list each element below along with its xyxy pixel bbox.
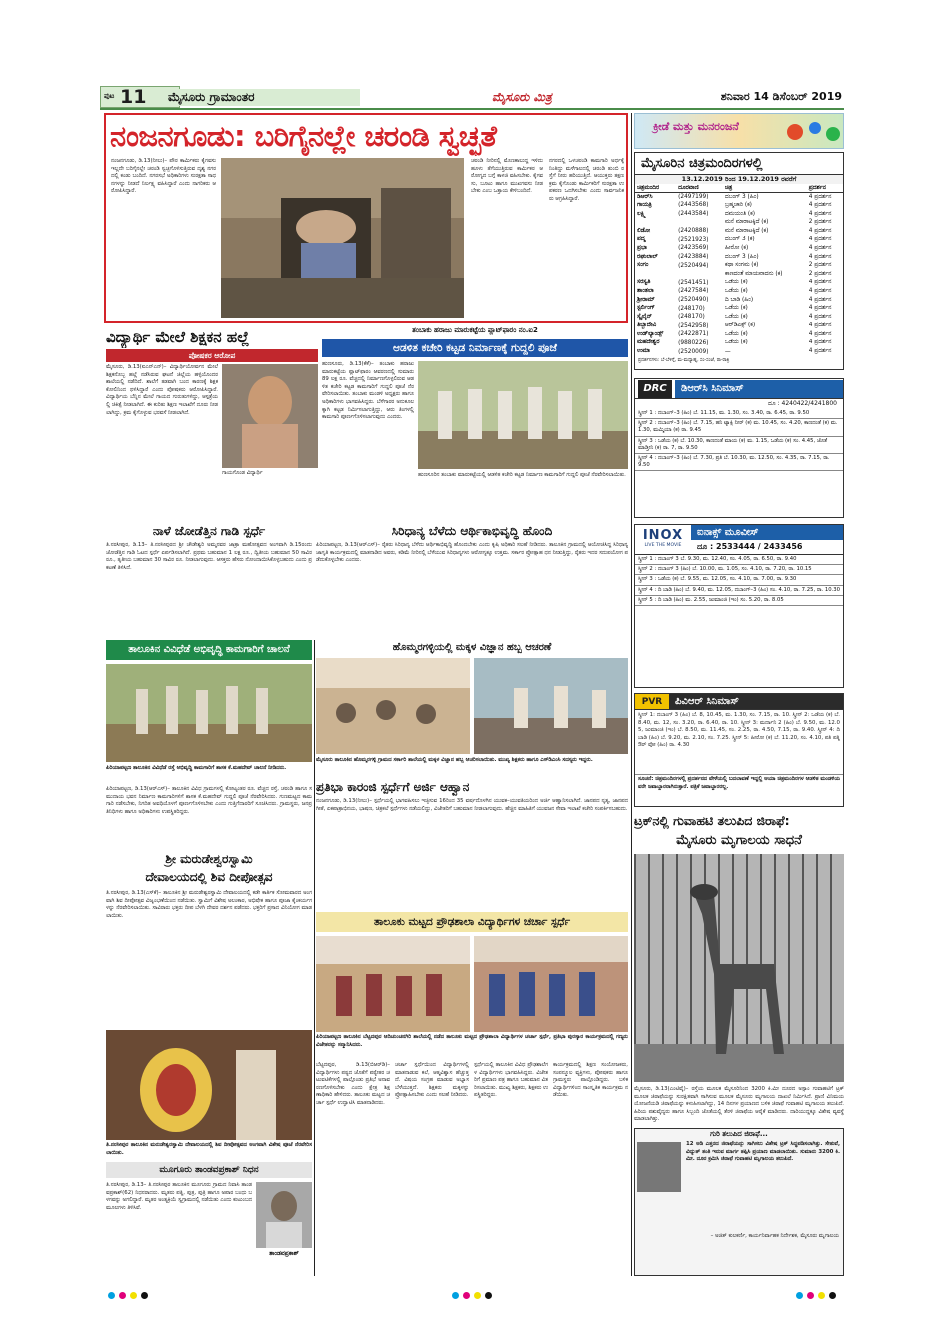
cinema-row	[635, 210, 843, 219]
cinema-cell: ಆರ್‌ಡಿಎಕ್ಸ್ (ಕ)	[724, 322, 756, 329]
inox-tagline: LIVE THE MOVIE	[644, 543, 682, 548]
cinema-row	[635, 261, 843, 270]
cinema-row	[635, 330, 843, 339]
office-photo	[418, 361, 628, 469]
office-headline: ಆಡಳಿತ ಕಚೇರಿ ಕಟ್ಟಡ ನಿರ್ಮಾಣಕ್ಕೆ ಗುದ್ದಲಿ ಪೂಜೆ	[322, 339, 628, 357]
debate-photo-2	[474, 936, 628, 1032]
cinema-cell: ಲಿಡೋ	[637, 227, 650, 234]
cinema-footnote: ಪ್ರದರ್ಶನಗಳು: ಬೆ-ಬೆಳಿಗ್ಗೆ, ಮ-ಮಧ್ಯಾಹ್ನ, ಸಂ-ಸಂಜೆ, ರಾ-ರಾತ್ರಿ	[638, 357, 730, 363]
col-rule-mid	[314, 640, 315, 1276]
cinema-row	[635, 313, 843, 322]
cinema-cell: 4 ಪ್ರದರ್ಶನ	[808, 287, 832, 294]
cinema-cell: ಲಕ್ಷ್ಮಿ	[637, 210, 646, 217]
inox-panel	[634, 524, 844, 688]
inox-screen-row: ಸ್ಕ್ರೀನ್ 2 : ದಬಾಂಗ್ 3 (ಹಿಂ) ಬೆ. 10.00, ಮ. 1.05, ಸಂ. 4.10, ರಾ. 7.20, ರಾ. 10.15	[635, 565, 843, 575]
sports-banner-label: ಕ್ರೀಡೆ ಮತ್ತು ಮನರಂಜನೆ	[653, 120, 739, 133]
punishment-tag: ಪೋಷಕರ ಆರೋಪ	[106, 349, 318, 362]
cinema-row	[635, 253, 843, 262]
page-number: 11	[120, 86, 147, 108]
shivotsava-headline-2: ದೇವಾಲಯದಲ್ಲಿ ಶಿವ ದೀಪೋತ್ಸವ	[145, 870, 273, 884]
cinema-cell: 4 ಪ್ರದರ್ಶನ	[808, 279, 832, 286]
cinema-row	[635, 347, 843, 356]
cinema-row	[635, 322, 843, 331]
cinema-row	[635, 270, 843, 279]
inox-screen-row: ಸ್ಕ್ರೀನ್ 4 : ದಿ ಬಾಡಿ (ಹಿಂ) ಬೆ. 9.40, ಮ. 12.05, ದಬಾಂಗ್–3 (ಹಿಂ) ಸಂ. 4.10, ರಾ. 7.25, ರಾ. 10.30	[635, 586, 843, 596]
cinema-cell: (2521923)	[678, 236, 709, 243]
cinema-cell: 4 ಪ್ರದರ್ಶನ	[808, 296, 832, 303]
lead-body-col1: ನಂಜನಗೂಡು, ಡಿ.13(ನೀಲು)– ಪೌರ ಕಾರ್ಮಿಕರು ಕೈಗವಸು ಇಲ್ಲದೇ ಬರಿಗೈನಲ್ಲೇ ಚರಂಡಿ ಸ್ವಚ್ಛಗೊಳಿಸುತ್ತಿರುವ ದೃಶ್ಯ ನಗರದಲ್ಲಿ ಕಂಡು ಬಂದಿದೆ. ನಗರಸಭೆ ಅಧಿಕಾರಿಗಳು ಸುರಕ್ಷತಾ ಸಾಧನಗಳನ್ನು ನೀಡದೆ ನಿರ್ಲಕ್ಷ್ಯ ವಹಿಸಿದ್ದಾರೆ ಎಂದು ನಾಗರಿಕರು ಆರೋಪಿಸಿದ್ದಾರೆ.	[111, 158, 216, 195]
obituary-body: ತಿ.ನರಸೀಪುರ, ಡಿ.13– ತಿ.ನರಸೀಪುರ ತಾಲೂಕಿನ ಮೂಗೂರು ಗ್ರಾಮದ ನಿವಾಸಿ ತಾಂಡವಪ್ರಕಾಶ್(62) ನಿಧನರಾದರು. ಮೃತರು ಪತ್ನಿ, ಪುತ್ರ, ಪುತ್ರಿ ಹಾಗೂ ಅಪಾರ ಬಂಧು ಬಳಗವನ್ನು ಅಗಲಿದ್ದಾರೆ. ಮೃತರ ಅಂತ್ಯಕ್ರಿಯೆ ಸ್ವಗ್ರಾಮದಲ್ಲಿ ನಡೆಯಿತು ಎಂದು ಕುಟುಂಬದ ಮೂಲಗಳು ತಿಳಿಸಿವೆ.	[106, 1182, 252, 1211]
cinema-cell: ಮನೆ ಮಾರಾಟಕ್ಕಿದೆ (ಕ)	[724, 227, 769, 234]
shivotsava-caption: ತಿ.ನರಸೀಪುರ ತಾಲೂಕಿನ ಮರುಡೇಶ್ವರಸ್ವಾಮಿ ದೇವಾಲಯದಲ್ಲಿ ಶಿವ ದೀಪೋತ್ಸವದ ಅಂಗವಾಗಿ ವಿಶೇಷ ಪೂಜೆ ನೆರವೇರಿಸಲಾಯಿತು.	[106, 1142, 312, 1156]
cinema-row	[635, 279, 843, 288]
cinema-cell: 4 ಪ್ರದರ್ಶನ	[808, 322, 832, 329]
col-rule-right	[631, 113, 632, 1276]
inox-title: ಐನಾಕ್ಸ್ ಮೂವೀಸ್	[691, 525, 843, 540]
cinema-cell: ಹೀರೋ (ಕ)	[724, 244, 749, 251]
cinema-cell	[676, 270, 723, 279]
cinema-cell: ದಬಂಗ್ 3 (ಕ)	[724, 236, 755, 243]
page-date: ಶನಿವಾರ 14 ಡಿಸೆಂಬರ್ 2019	[720, 90, 842, 103]
cinema-cell: ಗಾಯತ್ರಿ	[637, 201, 652, 208]
sports-banner	[634, 113, 844, 149]
cinema-cell: 4 ಪ್ರದರ್ಶನ	[808, 236, 832, 243]
cinema-cell: ದಿ ಬಾಡಿ (ಹಿಂ)	[724, 296, 754, 303]
cinema-cell: —	[724, 348, 731, 355]
cinema-cell: ಡಿಆರ್‌ಸಿ	[637, 193, 653, 200]
talent-body: ನಂಜನಗೂಡು, ಡಿ.13(ನೀಲು)– ಸ್ಪರ್ಧೆಯಲ್ಲಿ ಭಾಗವಹಿಸಲು ಇಚ್ಛಿಸುವ 16ರಿಂದ 35 ವರ್ಷದೊಳಗಿನ ಯುವಕ–ಯುವತಿಯರಿಂದ ಅರ್ಜಿ ಆಹ್ವಾನಿಸಲಾಗಿದೆ. ಜಾನಪದ ನೃತ್ಯ, ಜಾನಪದ ಗೀತೆ, ಏಕಪಾತ್ರಾಭಿನಯ, ಭಾಷಣ, ಚಿತ್ರಕಲೆ ಸ್ಪರ್ಧೆಗಳು ನಡೆಯಲಿದ್ದು, ವಿಜೇತರಿಗೆ ಬಹುಮಾನ ನೀಡಲಾಗುವುದು. ಹೆಚ್ಚಿನ ಮಾಹಿತಿಗೆ ಯುವಜನ ಸೇವಾ ಇಲಾಖೆ ಕಚೇರಿ ಸಂಪರ್ಕಿಸಬಹುದು.	[316, 798, 628, 812]
dev-works-photo	[106, 664, 312, 762]
registration-dots-center	[452, 1284, 496, 1303]
obituary-photo	[256, 1182, 312, 1248]
cinema-column-header: ಚಿತ್ರಮಂದಿರ	[635, 184, 676, 193]
office-body: ಹುಣಸೂರು, ಡಿ.13(ಕೆಕೆ)– ತಂಬಾಕು ಹರಾಜು ಮಾರುಕಟ್ಟೆಯ ಪ್ಲಾಟ್‌ಫಾರಂ ಆವರಣದಲ್ಲಿ ಸುಮಾರು 89 ಲಕ್ಷ ರೂ. ವೆಚ್ಚದಲ್ಲಿ ನಿರ್ಮಾಣಗೊಳ್ಳಲಿರುವ ಆಡಳಿತ ಕಚೇರಿ ಕಟ್ಟಡ ಕಾಮಗಾರಿಗೆ ಗುದ್ದಲಿ ಪೂಜೆ ನೆರವೇರಿಸಲಾಯಿತು. ತಂಬಾಕು ಮಂಡಳಿ ಅಧ್ಯಕ್ಷರು ಹಾಗೂ ಅಧಿಕಾರಿಗಳು ಭಾಗವಹಿಸಿದ್ದರು. ಬೆಳೆಗಾರರ ಅನುಕೂಲಕ್ಕಾಗಿ ಕಟ್ಟಡ ನಿರ್ಮಿಸಲಾಗುತ್ತಿದ್ದು, ಆರು ತಿಂಗಳಲ್ಲಿ ಕಾಮಗಾರಿ ಪೂರ್ಣಗೊಳಿಸಲಾಗುವುದು ಎಂದರು.	[322, 361, 414, 421]
giraffe-headline-2: ಮೈಸೂರು ಮೃಗಾಲಯ ಸಾಧನೆ	[676, 833, 802, 848]
dev-works-caption: ಪಿರಿಯಾಪಟ್ಟಣ ತಾಲೂಕಿನ ವಿವಿಧೆಡೆ ರಸ್ತೆ ಅಭಿವೃದ್ಧಿ ಕಾಮಗಾರಿಗೆ ಶಾಸಕ ಕೆ.ಮಹದೇವ್ ಚಾಲನೆ ನೀಡಿದರು.	[106, 765, 287, 771]
cinema-row	[635, 201, 843, 210]
inox-screen-row: ಸ್ಕ್ರೀನ್ 3 : ಒಡೆಯ (ಕ) ಬೆ. 9.55, ಮ. 12.05, ಸಂ. 4.10, ರಾ. 7.00, ರಾ. 9.30	[635, 575, 843, 585]
millets-body: ಪಿರಿಯಾಪಟ್ಟಣ, ಡಿ.13(ಆರ್‌ಎಸ್)– ರೈತರು ಸಿರಿಧಾನ್ಯ ಬೆಳೆದು ಆರ್ಥಿಕಾಭಿವೃದ್ಧಿ ಹೊಂದಬೇಕು ಎಂದು ಕೃಷಿ ಅಧಿಕಾರಿ ಸಲಹೆ ನೀಡಿದರು. ತಾಲೂಕಿನ ಗ್ರಾಮದಲ್ಲಿ ಆಯೋಜಿಸಿದ್ದ ಸಿರಿಧಾನ್ಯ ಜಾಗೃತಿ ಕಾರ್ಯಕ್ರಮದಲ್ಲಿ ಮಾತನಾಡಿದ ಅವರು, ಕಡಿಮೆ ನೀರಿನಲ್ಲಿ ಬೆಳೆಯುವ ಸಿರಿಧಾನ್ಯಗಳು ಆರೋಗ್ಯಕ್ಕೂ ಉತ್ತಮ. ಸರ್ಕಾರ ಪ್ರೋತ್ಸಾಹ ಧನ ನೀಡುತ್ತಿದ್ದು, ರೈತರು ಇದರ ಸದುಪಯೋಗ ಪಡೆದುಕೊಳ್ಳಬೇಕು ಎಂದರು.	[316, 542, 628, 564]
cinema-row	[635, 218, 843, 227]
cinema-cell: ಉಮಾ	[637, 348, 650, 355]
giraffe-box	[634, 1128, 844, 1276]
cinema-cell: 4 ಪ್ರದರ್ಶನ	[808, 348, 832, 355]
cinema-row	[635, 236, 843, 245]
debate-caption: ಪಿರಿಯಾಪಟ್ಟಣ ತಾಲೂಕಿನ ಬೆಟ್ಟದಪುರ ಆದಿಚುಂಚನಗಿರಿ ಶಾಲೆಯಲ್ಲಿ ನಡೆದ ತಾಲೂಕು ಮಟ್ಟದ ಪ್ರೌಢಶಾಲಾ ವಿದ್ಯಾರ್ಥಿಗಳ ಚರ್ಚಾ ಸ್ಪರ್ಧೆ, ಪ್ರತಿಭಾ ಪುರಸ್ಕಾರ ಕಾರ್ಯಕ್ರಮದಲ್ಲಿ ಗಣ್ಯರು ವಿಜೇತರನ್ನು ಸನ್ಮಾನಿಸಿದರು.	[316, 1034, 628, 1048]
sports-banner-icons	[785, 116, 843, 148]
cart-race-body: ತಿ.ನರಸೀಪುರ, ಡಿ.13– ತಿ.ನರಸೀಪುರದ ಶ್ರೀ ಚೌಡೇಶ್ವರಿ ಅಮ್ಮನವರ ಜಾತ್ರಾ ಮಹೋತ್ಸವದ ಅಂಗವಾಗಿ ಡಿ.15ರಂದು ಜೋಡೆತ್ತಿನ ಗಾಡಿ ಓಟದ ಸ್ಪರ್ಧೆ ಏರ್ಪಡಿಸಲಾಗಿದೆ. ಪ್ರಥಮ ಬಹುಮಾನ 1 ಲಕ್ಷ ರೂ., ದ್ವಿತೀಯ ಬಹುಮಾನ 50 ಸಾವಿರ ರೂ., ತೃತೀಯ ಬಹುಮಾನ 30 ಸಾವಿರ ರೂ. ನೀಡಲಾಗುವುದು. ಆಸಕ್ತರು ಹೆಸರು ನೋಂದಾಯಿಸಿಕೊಳ್ಳಬಹುದು ಎಂದು ಪ್ರಕಟಣೆ ತಿಳಿಸಿದೆ.	[106, 542, 312, 571]
shivotsava-body: ತಿ.ನರಸೀಪುರ, ಡಿ.13(ಎಸ್‌ಕೆ)– ತಾಲೂಕಿನ ಶ್ರೀ ಮರುಡೇಶ್ವರಸ್ವಾಮಿ ದೇವಾಲಯದಲ್ಲಿ ಕಡೇ ಕಾರ್ತಿಕ ಸೋಮವಾರದ ಅಂಗವಾಗಿ ಶಿವ ದೀಪೋತ್ಸವ ವಿಜೃಂಭಣೆಯಿಂದ ನಡೆಯಿತು. ಸ್ವಾಮಿಗೆ ವಿಶೇಷ ಅಲಂಕಾರ, ಅಭಿಷೇಕ ಹಾಗೂ ಪೂಜಾ ಕೈಂಕರ್ಯಗಳನ್ನು ನೆರವೇರಿಸಲಾಯಿತು. ಸಾವಿರಾರು ಭಕ್ತರು ದೀಪ ಬೆಳಗಿ ದೇವರ ದರ್ಶನ ಪಡೆದರು. ಭಕ್ತರಿಗೆ ಪ್ರಸಾದ ವಿನಿಯೋಗ ಮಾಡಲಾಯಿತು.	[106, 890, 312, 919]
cinema-cell: ದಬಂಗ್ 3 (ಹಿಂ)	[724, 253, 759, 260]
cinema-cell: ಕಥಾ ಸಂಗಮ (ಕ)	[724, 262, 759, 269]
header-rule	[100, 108, 844, 110]
cinema-cell: (2520009)	[678, 348, 709, 355]
giraffe-box-credit: – ಅಜಿತ್ ಕುಲಕರ್ಣಿ, ಕಾರ್ಯನಿರ್ವಾಹಕ ನಿರ್ದೇಶಕ, ಮೈಸೂರು ಮೃಗಾಲಯ	[710, 1233, 839, 1239]
office-caption: ಹುಣಸೂರಿನ ತಂಬಾಕು ಮಾರುಕಟ್ಟೆಯಲ್ಲಿ ಆಡಳಿತ ಕಚೇರಿ ಕಟ್ಟಡ ನಿರ್ಮಾಣ ಕಾಮಗಾರಿಗೆ ಗುದ್ದಲಿ ಪೂಜೆ ನೆರವೇರಿಸಲಾಯಿತು.	[418, 472, 626, 478]
cinema-cell: ಸ್ಕೈಲೈನ್	[637, 313, 652, 320]
cinema-row	[635, 193, 843, 202]
cinema-cell: (248170)	[678, 305, 705, 312]
obituary-caption: ತಾಂಡವಪ್ರಕಾಶ್	[269, 1250, 299, 1257]
cinema-cell: ಒಡೆಯ (ಕ)	[724, 339, 748, 346]
cart-race-headline: ನಾಳೆ ಜೋಡೆತ್ತಿನ ಗಾಡಿ ಸ್ಪರ್ಧೆ	[152, 524, 266, 538]
cinema-cell	[635, 270, 676, 279]
cinema-listing-dates: 13.12.2019 ರಿಂದ 19.12.2019 ರವರೆಗೆ	[635, 175, 843, 184]
lead-headline: ನಂಜನಗೂಡು: ಬರಿಗೈನಲ್ಲೇ ಚರಂಡಿ ಸ್ವಚ್ಛತೆ	[110, 119, 497, 153]
cinema-cell: ಒಡೆಯ (ಕ)	[724, 279, 748, 286]
inox-screen-row: ಸ್ಕ್ರೀನ್ 1 : ದಬಾಂಗ್ 3 ಬೆ. 9.30, ಮ. 12.40, ಸಂ. 4.05, ರಾ. 6.50, ರಾ. 9.40	[635, 555, 843, 565]
giraffe-photo	[634, 854, 844, 1082]
dev-works-headline: ತಾಲೂಕಿನ ವಿವಿಧೆಡೆ ಅಭಿವೃದ್ಧಿ ಕಾಮಗಾರಿಗೆ ಚಾಲನೆ	[106, 640, 312, 660]
masthead: ಮೈಸೂರು ಮಿತ್ರ	[492, 90, 552, 104]
cinema-cell: 2 ಪ್ರದರ್ಶನ	[808, 270, 832, 277]
cinema-cell: (2443584)	[678, 211, 709, 218]
cinema-cell: (2443568)	[678, 202, 709, 209]
drc-phone: ದೂ : 4240422/4241800	[767, 400, 837, 407]
inox-phone: ದೂ : 2533444 / 2433456	[697, 542, 803, 551]
pvr-note: ಸೂಚನೆ: ಚಿತ್ರಮಂದಿರಗಳಲ್ಲಿ ಪ್ರದರ್ಶನದ ವೇಳೆಯಲ್ಲಿ ಬದಲಾವಣೆ ಇದ್ದಲ್ಲಿ ಆಯಾ ಚಿತ್ರಮಂದಿರಗಳ ಆಡಳಿತ ಮಂಡಳಿಯವರೇ ಜವಾಬ್ದಾರರಾಗಿರುತ್ತಾರೆ. ಪತ್ರಿಕೆ ಜವಾಬ್ದಾರರಲ್ಲ.	[635, 774, 843, 804]
cinema-cell: ಒಡೆಯ (ಕ)	[724, 305, 748, 312]
drc-screen-row: ಸ್ಕ್ರೀನ್ 2 : ದಬಾಂಗ್–3 (ಹಿಂ) ಬೆ. 7.15, ಹನಿ ಟ್ಯಾಕ್ಸಿ ನೀರ್ (ಕ) ಮ. 10.45, ಸಂ. 4.20, ಕಾಣದಂತೆ (ಕ) ಮ. 1.30, ಮಮ್ಮಿಯಾ (ಕ) ರಾ. 9.45	[635, 419, 843, 436]
cinema-cell: ಮನೆ ಮಾರಾಟಕ್ಕಿದೆ (ಕ)	[724, 219, 769, 226]
cinema-cell: ಉಡ್‌ಲ್ಯಾಂಡ್ಸ್	[637, 330, 664, 337]
cinema-cell: 4 ಪ್ರದರ್ಶನ	[808, 227, 832, 234]
cinema-cell: 4 ಪ್ರದರ್ಶನ	[808, 193, 832, 200]
registration-dots-right	[796, 1284, 840, 1303]
cinema-cell: 4 ಪ್ರದರ್ಶನ	[808, 244, 832, 251]
punishment-body: ಮೈಸೂರು, ಡಿ.13(ಐಎನ್‌ಎನ್)– ವಿದ್ಯಾರ್ಥಿಯೋರ್ವನ ಮೇಲೆ ಶಿಕ್ಷಕನೊಬ್ಬ ಹಲ್ಲೆ ನಡೆಸಿರುವ ಘಟನೆ ಜಿಲ್ಲೆಯ ಹಳ್ಳಿಯೊಂದರ ಶಾಲೆಯಲ್ಲಿ ನಡೆದಿದೆ. ಶಾಲೆಗೆ ತಡವಾಗಿ ಬಂದ ಕಾರಣಕ್ಕೆ ಶಿಕ್ಷಕ ಕೋಲಿನಿಂದ ಥಳಿಸಿದ್ದಾರೆ ಎಂದು ಪೋಷಕರು ಆರೋಪಿಸಿದ್ದಾರೆ. ವಿದ್ಯಾರ್ಥಿಯ ಬೆನ್ನಿನ ಮೇಲೆ ಗಾಯದ ಗುರುತುಗಳಿದ್ದು, ಆಸ್ಪತ್ರೆಯಲ್ಲಿ ಚಿಕಿತ್ಸೆ ನೀಡಲಾಗಿದೆ. ಈ ಕುರಿತು ಶಿಕ್ಷಣ ಇಲಾಖೆಗೆ ದೂರು ನೀಡಲಾಗಿದ್ದು, ಕ್ರಮ ಕೈಗೊಳ್ಳುವ ಭರವಸೆ ನೀಡಲಾಗಿದೆ.	[106, 364, 218, 416]
science-fair-photo-2	[474, 658, 628, 754]
cinema-listing-title: ಮೈಸೂರಿನ ಚಿತ್ರಮಂದಿರಗಳಲ್ಲಿ	[635, 153, 843, 175]
cinema-cell: ಮಹದೇಶ್ವರ	[637, 339, 660, 346]
lead-photo	[221, 158, 464, 318]
cinema-cell: 4 ಪ್ರದರ್ಶನ	[808, 330, 832, 337]
obituary-headline: ಮೂಗೂರು ತಾಂಡವಪ್ರಕಾಶ್ ನಿಧನ	[106, 1162, 312, 1178]
cinema-cell: 4 ಪ್ರದರ್ಶನ	[808, 210, 832, 217]
punishment-headline: ವಿದ್ಯಾರ್ಥಿ ಮೇಲೆ ಶಿಕ್ಷಕನ ಹಲ್ಲೆ	[106, 328, 250, 346]
cinema-cell	[635, 218, 676, 227]
drc-screen-row: ಸ್ಕ್ರೀನ್ 1 : ದಬಾಂಗ್–3 (ಹಿಂ) ಬೆ. 11.15, ಮ. 1.30, ಸಂ. 3.40, ರಾ. 6.45, ರಾ. 9.50	[635, 409, 843, 419]
cinema-listing	[634, 152, 844, 370]
pvr-body: ಸ್ಕ್ರೀನ್ 1: ದಬಾಂಗ್ 3 (ಹಿಂ) ಬೆ. 8, 10.45, ಮ. 1.30, ಸಂ. 7.15, ರಾ. 10. ಸ್ಕ್ರೀನ್ 2: ಒಡೆಯ (ಕ) ಬೆ. 8.40, ಮ. 12, ಸಂ. 3.20, ರಾ. 6.40, ರಾ. 10. ಸ್ಕ್ರೀನ್ 3: ಮರ್ದಾನಿ 2 (ಹಿಂ) ಬೆ. 9.50, ಮ. 12.05, ಜುಮಾಂಜಿ (ಇಂ) ಬೆ. 8.50, ಮ. 11.45, ಸಂ. 2.25, ರಾ. 4.50, 7.15, ರಾ. 9.40. ಸ್ಕ್ರೀನ್ 4: ದಿ ಬಾಡಿ (ಹಿಂ) ಬೆ. 9.20, ಮ. 2.10, ಸಂ. 7.25. ಸ್ಕ್ರೀನ್ 5: ಹೀರೋ (ಕ) ಬೆ. 11.20, ಸಂ. 4.10, ಪತಿ ಪತ್ನಿ ಔರ್ ವೋ (ಹಿಂ) ರಾ. 4.30	[638, 712, 840, 749]
debate-photo-1	[316, 936, 470, 1032]
cinema-cell: 4 ಪ್ರದರ್ಶನ	[808, 313, 832, 320]
cinema-row	[635, 339, 843, 348]
pvr-logo: PVR	[635, 694, 669, 709]
cinema-column-header: ಪ್ರದರ್ಶನ	[807, 184, 843, 193]
registration-dots-left	[108, 1284, 152, 1303]
cinema-cell: (2422871)	[678, 331, 709, 338]
cinema-row	[635, 227, 843, 236]
debate-body-col2: ಚರ್ಚಾ ಸ್ಪರ್ಧೆಯಿಂದ ವಿದ್ಯಾರ್ಥಿಗಳಲ್ಲಿ ಮಾತನಾಡುವ ಕಲೆ, ಆತ್ಮವಿಶ್ವಾಸ ಹೆಚ್ಚುತ್ತದೆ. ವಿಷಯ ಸಂಗ್ರಹ ಮಾಡುವ ಅಭ್ಯಾಸ ಬೆಳೆಯುತ್ತದೆ. ಶಿಕ್ಷಕರು ಮಕ್ಕಳನ್ನು ಪ್ರೋತ್ಸಾಹಿಸಬೇಕು ಎಂದು ಸಲಹೆ ನೀಡಿದರು.	[395, 1062, 469, 1099]
cinema-row	[635, 244, 843, 253]
cinema-cell: ಪ್ರಭಾ	[637, 244, 647, 251]
section-title: ಮೈಸೂರು ಗ್ರಾಮಾಂತರ	[160, 89, 360, 106]
debate-body-col3: ಸ್ಪರ್ಧೆಯಲ್ಲಿ ತಾಲೂಕಿನ ವಿವಿಧ ಪ್ರೌಢಶಾಲೆಗಳ ವಿದ್ಯಾರ್ಥಿಗಳು ಭಾಗವಹಿಸಿದ್ದರು. ವಿಜೇತರಿಗೆ ಪ್ರಮಾಣ ಪತ್ರ ಹಾಗೂ ಬಹುಮಾನ ವಿತರಿಸಲಾಯಿತು. ಮುಖ್ಯ ಶಿಕ್ಷಕರು, ಶಿಕ್ಷಕರು ಉಪಸ್ಥಿತರಿದ್ದರು.	[474, 1062, 548, 1099]
lead-body-col3: ನಗರದಲ್ಲಿ ಒಳಚರಂಡಿ ಕಾಮಗಾರಿ ಅರ್ಧಕ್ಕೆ ನಿಂತಿದ್ದು ಮಳೆಗಾಲದಲ್ಲಿ ಚರಂಡಿ ತುಂಬಿ ರಸ್ತೆಗೆ ನೀರು ಹರಿಯುತ್ತಿದೆ. ಆಯುಕ್ತರು ತಕ್ಷಣ ಕ್ರಮ ಕೈಗೊಂಡು ಕಾರ್ಮಿಕರಿಗೆ ಸುರಕ್ಷತಾ ಉಪಕರಣ ಒದಗಿಸಬೇಕು ಎಂದು ಸಾರ್ವಜನಿಕರು ಆಗ್ರಹಿಸಿದ್ದಾರೆ.	[549, 158, 624, 202]
cinema-row	[635, 296, 843, 305]
cinema-cell: (2427584)	[678, 288, 709, 295]
cinema-cell: ಶಾಂತಲಾ	[637, 287, 654, 294]
page-label: ಪುಟ	[104, 92, 115, 100]
punishment-caption: ಗಾಯಗೊಂಡ ವಿದ್ಯಾರ್ಥಿ	[222, 470, 263, 476]
giraffe-box-body: 12 ಅಡಿ ಎತ್ತರದ ಜಿರಾಫೆಯನ್ನು ಸಾಗಿಸಲು ವಿಶೇಷ ಟ್ರಕ್ ಸಿದ್ಧಪಡಿಸಲಾಗಿತ್ತು. ಸೇತುವೆ, ವಿದ್ಯುತ್ ತಂತಿ ಇರುವ ಮಾರ್ಗ ತಪ್ಪಿಸಿ ಪ್ರಯಾಣ ಮಾಡಲಾಯಿತು. ಸುಮಾರು 3200 ಕಿ.ಮೀ. ದೂರ ಕ್ರಮಿಸಿ ಜಿರಾಫೆ ಗುವಾಹಟಿ ಮೃಗಾಲಯ ತಲುಪಿದೆ.	[686, 1141, 840, 1163]
cinema-cell: ತಿಬ್ಬಾದೇವಿ	[637, 322, 657, 329]
cinema-cell: 4 ಪ್ರದರ್ಶನ	[808, 305, 832, 312]
cinema-cell: (2520490)	[678, 297, 709, 304]
cinema-cell: ಒಡೆಯ (ಕ)	[724, 313, 748, 320]
debate-body-col1: ಬೆಟ್ಟದಪುರ, ಡಿ.13(ಬಿಆರ್‌ಡಿ)– ವಿದ್ಯಾರ್ಥಿಗಳು ಪಠ್ಯದ ಜೊತೆಗೆ ಪಠ್ಯೇತರ ಚಟುವಟಿಕೆಗಳಲ್ಲಿ ಪಾಲ್ಗೊಂಡು ಪ್ರತಿಭೆ ಅನಾವರಣಗೊಳಿಸಬೇಕು ಎಂದು ಕ್ಷೇತ್ರ ಶಿಕ್ಷಣಾಧಿಕಾರಿ ಹೇಳಿದರು. ತಾಲೂಕು ಮಟ್ಟದ ಚರ್ಚಾ ಸ್ಪರ್ಧೆ ಉದ್ಘಾಟಿಸಿ ಮಾತನಾಡಿದರು.	[316, 1062, 390, 1106]
punishment-photo	[222, 364, 318, 468]
debate-body-col4: ಕಾರ್ಯಕ್ರಮದಲ್ಲಿ ಶಿಕ್ಷಣ ಸಂಯೋಜಕರು, ಸಂಪನ್ಮೂಲ ವ್ಯಕ್ತಿಗಳು, ಪೋಷಕರು ಹಾಗೂ ಗ್ರಾಮಸ್ಥರು ಪಾಲ್ಗೊಂಡಿದ್ದರು. ಬಳಿಕ ವಿದ್ಯಾರ್ಥಿಗಳಿಂದ ಸಾಂಸ್ಕೃತಿಕ ಕಾರ್ಯಕ್ರಮ ನಡೆಯಿತು.	[553, 1062, 628, 1099]
cinema-cell: ದಮಯಂತಿ (ಕ)	[724, 210, 756, 217]
millets-headline: ಸಿರಿಧಾನ್ಯ ಬೆಳೆದು ಆರ್ಥಿಕಾಭಿವೃದ್ಧಿ ಹೊಂದಿ	[391, 524, 553, 538]
cinema-cell: 2 ಪ್ರದರ್ಶನ	[808, 219, 832, 226]
cinema-cell: ಸಂಗಂ	[637, 262, 649, 269]
cinema-cell: ಪದ್ಮ	[637, 236, 646, 243]
cinema-cell: (2542958)	[678, 322, 709, 329]
cinema-table-header	[635, 184, 843, 193]
giraffe-box-title: ಗುರಿ ತಲುಪಿದ ಜಿರಾಫೆ...	[710, 1130, 768, 1138]
drc-logo: DRC	[638, 380, 672, 398]
cinema-table	[635, 184, 843, 356]
cinema-cell: ಬ್ರಹ್ಮಚಾರಿ (ಕ)	[724, 201, 752, 208]
science-fair-photo-1	[316, 658, 470, 754]
cinema-cell: 4 ಪ್ರದರ್ಶನ	[808, 339, 832, 346]
debate-headline: ತಾಲೂಕು ಮಟ್ಟದ ಪ್ರೌಢಶಾಲಾ ವಿದ್ಯಾರ್ಥಿಗಳ ಚರ್ಚಾ ಸ್ಪರ್ಧೆ	[316, 912, 628, 932]
cinema-cell: ಸ್ಟರ್ಲಿಂಗ್	[637, 305, 655, 312]
cinema-cell: ದಬಂಗ್ 3 (ಹಿಂ)	[724, 193, 759, 200]
inox-screens	[635, 555, 843, 606]
inox-screen-row: ಸ್ಕ್ರೀನ್ 5 : ದಿ ಬಾಡಿ (ಹಿಂ) ಮ. 2.55, ಜುಮಾಂಜಿ (ಇಂ) ಸಂ. 5.20, ರಾ. 8.05	[635, 596, 843, 606]
cinema-cell: (248170)	[678, 314, 705, 321]
cinema-cell: 4 ಪ್ರದರ್ಶನ	[808, 201, 832, 208]
office-kicker: ತಂಬಾಕು ಹರಾಜು ಮಾರುಕಟ್ಟೆಯ ಪ್ಲಾಟ್‌ಫಾರಂ ನಂ.ಐ2	[412, 326, 538, 334]
drc-panel	[634, 378, 844, 518]
page-header	[100, 86, 844, 108]
drc-screens	[635, 409, 843, 471]
cinema-cell: (2423884)	[678, 254, 709, 261]
cinema-cell: 2 ಪ್ರದರ್ಶನ	[808, 262, 832, 269]
giraffe-headline-1: ಟ್ರಕ್‌ನಲ್ಲಿ ಗುವಾಹಟಿ ತಲುಪಿದ ಜಿರಾಫೆ:	[634, 813, 790, 828]
cinema-cell: 4 ಪ್ರದರ್ಶನ	[808, 253, 832, 260]
cinema-cell: ಸರಸ್ವತಿ	[637, 279, 651, 286]
dev-works-body: ಪಿರಿಯಾಪಟ್ಟಣ, ಡಿ.13(ಆರ್‌ಎಸ್)– ತಾಲೂಕಿನ ವಿವಿಧ ಗ್ರಾಮಗಳಲ್ಲಿ ಕೋಟ್ಯಂತರ ರೂ. ವೆಚ್ಚದ ರಸ್ತೆ, ಚರಂಡಿ ಹಾಗೂ ಸಮುದಾಯ ಭವನ ನಿರ್ಮಾಣ ಕಾಮಗಾರಿಗಳಿಗೆ ಶಾಸಕ ಕೆ.ಮಹದೇವ್ ಗುದ್ದಲಿ ಪೂಜೆ ನೆರವೇರಿಸಿದರು. ಗುಣಮಟ್ಟದ ಕಾಮಗಾರಿ ನಡೆಸಬೇಕು, ನಿಗದಿತ ಅವಧಿಯೊಳಗೆ ಪೂರ್ಣಗೊಳಿಸಬೇಕು ಎಂದು ಗುತ್ತಿಗೆದಾರರಿಗೆ ಸೂಚಿಸಿದರು. ಗ್ರಾಮಸ್ಥರು, ಜನಪ್ರತಿನಿಧಿಗಳು ಹಾಗೂ ಅಧಿಕಾರಿಗಳು ಉಪಸ್ಥಿತರಿದ್ದರು.	[106, 786, 312, 815]
pvr-panel	[634, 693, 844, 807]
science-fair-headline: ಹೊಮ್ಮರಗಳ್ಳಿಯಲ್ಲಿ ಮಕ್ಕಳ ವಿಜ್ಞಾನ ಹಬ್ಬ ಆಚರಣೆ	[392, 642, 552, 653]
shivotsava-photo	[106, 1030, 312, 1140]
science-fair-caption: ಮೈಸೂರು ತಾಲೂಕಿನ ಹೊಮ್ಮರಗಳ್ಳಿ ಗ್ರಾಮದ ಸರ್ಕಾರಿ ಶಾಲೆಯಲ್ಲಿ ಮಕ್ಕಳ ವಿಜ್ಞಾನ ಹಬ್ಬ ಆಚರಿಸಲಾಯಿತು. ಮುಖ್ಯ ಶಿಕ್ಷಕರು ಹಾಗೂ ಎಸ್‌ಡಿಎಂಸಿ ಸದಸ್ಯರು ಇದ್ದರು.	[316, 757, 593, 763]
shivotsava-headline-1: ಶ್ರೀ ಮರುಡೇಶ್ವರಸ್ವಾಮಿ	[165, 852, 253, 866]
cinema-column-header: ಚಿತ್ರ	[723, 184, 807, 193]
giraffe-body: ಮೈಸೂರು, ಡಿ.13(ಎಂಟಿವೈ)– ರಸ್ತೆಯ ಮೂಲಕ ಮೈಸೂರಿನಿಂದ 3200 ಕಿ.ಮೀ ದೂರದ ಅಸ್ಸಾಂ ಗುವಾಹಟಿಗೆ ಟ್ರಕ್ ಮೂಲಕ ಜಿರಾಫೆಯನ್ನು ಸುರಕ್ಷಿತವಾಗಿ ಸಾಗಿಸುವ ಮೂಲಕ ಮೈಸೂರು ಮೃಗಾಲಯ ದಾಖಲೆ ನಿರ್ಮಿಸಿದೆ. ಪ್ರಾಣಿ ವಿನಿಮಯ ಯೋಜನೆಯಡಿ ಜಿರಾಫೆಯನ್ನು ಕಳುಹಿಸಲಾಗಿದ್ದು, 14 ದಿನಗಳ ಪ್ರಯಾಣದ ಬಳಿಕ ಜಿರಾಫೆ ಗುವಾಹಟಿ ಮೃಗಾಲಯ ತಲುಪಿದೆ. ಹಿರಿಯ ಪಶುವೈದ್ಯರು ಹಾಗೂ ಸಿಬ್ಬಂದಿ ಜೊತೆಯಲ್ಲಿ ತೆರಳಿ ಜಿರಾಫೆಯ ಆರೈಕೆ ಮಾಡಿದರು. ದಾರಿಯುದ್ದಕ್ಕೂ ವಿಶೇಷ ವ್ಯವಸ್ಥೆ ಮಾಡಲಾಗಿತ್ತು.	[634, 1086, 844, 1123]
drc-screen-row: ಸ್ಕ್ರೀನ್ 4 : ದಬಾಂಗ್–3 (ಹಿಂ) ಬೆ. 7.30, ಪ್ರತಿ ಬೆ. 10.30, ಮ. 12.50, ಸಂ. 4.35, ರಾ. 7.15, ರಾ. 9.50	[635, 454, 843, 471]
drc-title: ಡಿಆರ್‌ಸಿ ಸಿನಿಮಾಸ್	[675, 380, 843, 398]
cinema-cell	[676, 218, 723, 227]
talent-headline: ಪ್ರತಿಭಾ ಕಾರಂಜಿ ಸ್ಪರ್ಧೆಗೆ ಅರ್ಜಿ ಆಹ್ವಾನ	[316, 780, 470, 794]
inox-logo: INOX	[642, 528, 684, 543]
cinema-cell: (2420888)	[678, 228, 709, 235]
cinema-cell: ಕಾಣದಂತೆ ಮಾಯವಾದನು (ಕ)	[724, 270, 783, 277]
cinema-row	[635, 287, 843, 296]
lead-body-col2: ಚರಂಡಿ ನೀರಿನಲ್ಲಿ ಮೊಣಕಾಲುದ್ದ ಇಳಿದು ಹೂಳು ತೆಗೆಯುತ್ತಿರುವ ಕಾರ್ಮಿಕರ ಆರೋಗ್ಯದ ಬಗ್ಗೆ ಕಾಳಜಿ ವಹಿಸಬೇಕು. ಕೈಗವಸು, ಬೂಟು ಹಾಗೂ ಮುಖಗವಸು ನೀಡಬೇಕು ಎಂಬ ಒತ್ತಾಯ ಕೇಳಿಬಂದಿದೆ.	[471, 158, 543, 195]
cinema-cell: (2497199)	[678, 194, 709, 201]
cinema-row	[635, 304, 843, 313]
pvr-title: ಪಿವಿಆರ್ ಸಿನಿಮಾಸ್	[669, 694, 843, 709]
cinema-cell: (2541451)	[678, 279, 709, 286]
cinema-cell: ಒಡೆಯ (ಕ)	[724, 287, 748, 294]
cinema-column-header: ದೂರವಾಣಿ	[676, 184, 723, 193]
cinema-cell: ಶ್ರೀರಾಮ್	[637, 296, 655, 303]
cinema-cell: ಒಡೆಯ (ಕ)	[724, 330, 748, 337]
giraffe-official-photo	[637, 1142, 681, 1192]
drc-screen-row: ಸ್ಕ್ರೀನ್ 3 : ಒಡೆಯ (ಕ) ಬೆ. 10.30, ಕಾಣದಂತೆ ಮಾಯ (ಕ) ಮ. 1.15, ಒಡೆಯ (ಕ) ಸಂ. 4.45, ಜೊತೆ ಮಾಡ್ತೀನಿ (ಕ) ರಾ. 7, ರಾ. 9.50	[635, 437, 843, 454]
cinema-cell: (2520494)	[678, 262, 709, 269]
cinema-cell: (2423569)	[678, 245, 709, 252]
cinema-cell: (9880226)	[678, 339, 709, 346]
cinema-cell: ರಘುಲಾಲ್	[637, 253, 658, 260]
